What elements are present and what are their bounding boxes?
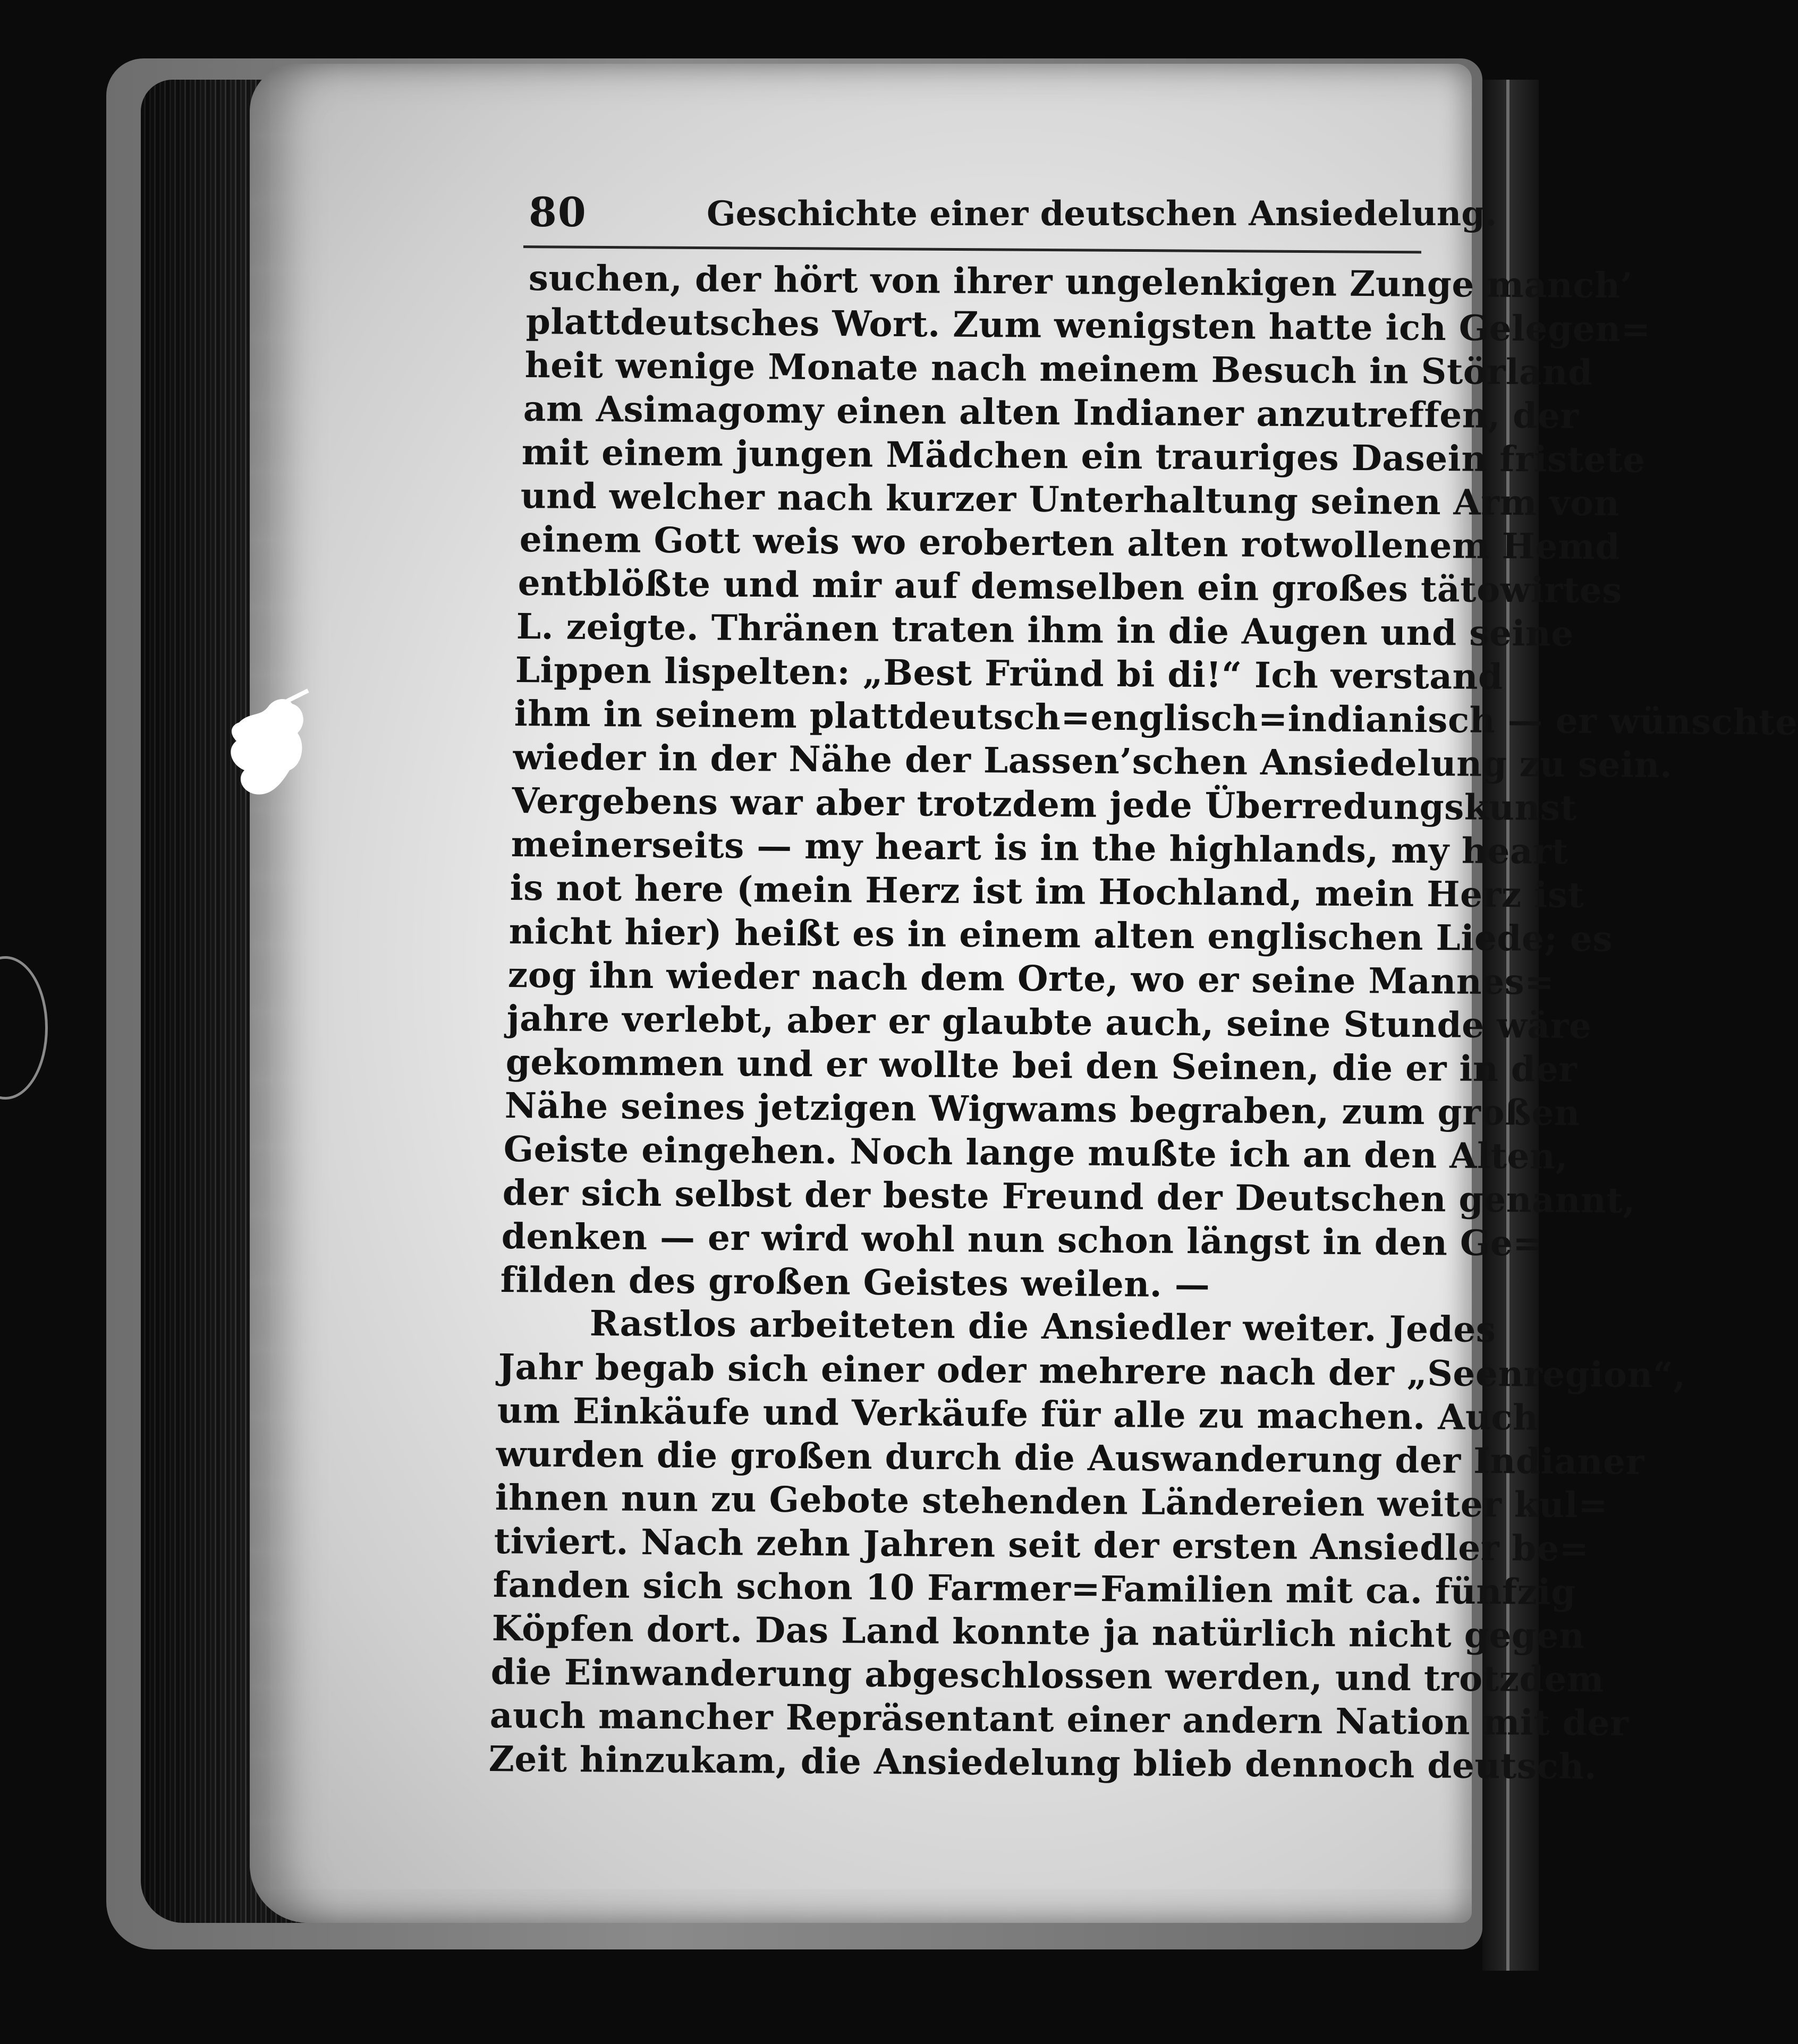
text-line: und welcher nach kurzer Unterhaltung seinen Arm von — [520, 475, 1620, 524]
text-line: Nähe seines jetzigen Wigwams begraben, zum großen — [504, 1085, 1580, 1134]
text-line: der sich selbst der beste Freund der Deutschen genannt, — [502, 1172, 1636, 1221]
text-line: L. zeigte. Thränen traten ihm in die Augen und seine — [516, 606, 1574, 654]
text-line: denken — er wird wohl nun schon längst in den Ge= — [501, 1215, 1543, 1264]
text-line: auch mancher Repräsentant einer andern Nation mit der — [489, 1694, 1629, 1744]
text-line: Jahr begab sich einer oder mehrere nach der „Seenregion“, — [498, 1346, 1686, 1396]
text-line: ihnen nun zu Gebote stehenden Ländereien weiter kul= — [495, 1477, 1608, 1526]
text-line: Rastlos arbeiteten die Ansiedler weiter. Jedes — [589, 1302, 1496, 1350]
text-line: tiviert. Nach zehn Jahren seit der ersten Ansiedler be= — [494, 1520, 1589, 1570]
text-line: Vergebens war aber trotzdem jede Überredungskunst — [512, 780, 1577, 829]
text-line: die Einwanderung abgeschlossen werden, und trotzdem — [490, 1651, 1605, 1700]
page-number: 80 — [529, 189, 587, 236]
text-line: einem Gott weis wo eroberten alten rotwollenem Hemd — [519, 518, 1621, 568]
text-line: Lippen lispelten: „Best Fründ bi di!“ Ich verstand — [515, 649, 1503, 697]
text-line: am Asimagomy einen alten Indianer anzutreffen, der — [523, 388, 1579, 437]
text-line: jahre verlebt, aber er glaubte auch, seine Stunde wäre — [506, 998, 1592, 1047]
text-line: mit einem jungen Mädchen ein trauriges Dasein fristete — [521, 431, 1646, 481]
text-line: wurden die großen durch die Auswanderung der Indianer — [496, 1433, 1645, 1483]
text-line: fanden sich schon 10 Farmer=Familien mit ca. fünfzig — [493, 1564, 1576, 1613]
text-line: gekommen und er wollte bei den Seinen, die er in der — [505, 1041, 1578, 1091]
text-line: plattdeutsches Wort. Zum wenigsten hatte ich Gelegen= — [525, 301, 1651, 350]
text-line: Köpfen dort. Das Land konnte ja natürlich nicht gegen — [491, 1607, 1585, 1657]
running-head: Geschichte einer deutschen Ansiedelung. — [707, 194, 1497, 234]
text-line: suchen, der hört von ihrer ungelenkigen Zunge manch’ — [528, 257, 1633, 306]
text-line: Geiste eingehen. Noch lange mußte ich an den Alten, — [503, 1128, 1568, 1177]
text-line: entblößte und mir auf demselben ein großes tätowirtes — [518, 562, 1623, 611]
text-line: wieder in der Nähe der Lassen’schen Ansiedelung zu sein. — [513, 736, 1673, 786]
text-line: Zeit hinzukam, die Ansiedelung blieb dennoch deutsch. — [488, 1738, 1597, 1787]
text-line: ihm in seinem plattdeutsch=englisch=indianisch — er wünschte — [514, 693, 1798, 743]
text-line: is not here (mein Herz ist im Hochland, mein Herz ist — [510, 867, 1584, 916]
text-line: nicht hier) heißt es in einem alten englischen Liede; es — [508, 910, 1613, 960]
text-line: heit wenige Monate nach meinem Besuch in Störland — [524, 344, 1593, 394]
text-line: um Einkäufe und Verkäufe für alle zu machen. Auch — [497, 1390, 1539, 1438]
text-line: meinerseits — my heart is in the highlands, my heart — [511, 823, 1568, 872]
text-line: filden des großen Geistes weilen. — — [500, 1259, 1210, 1306]
text-line: zog ihn wieder nach dem Orte, wo er seine Mannes= — [507, 954, 1555, 1003]
